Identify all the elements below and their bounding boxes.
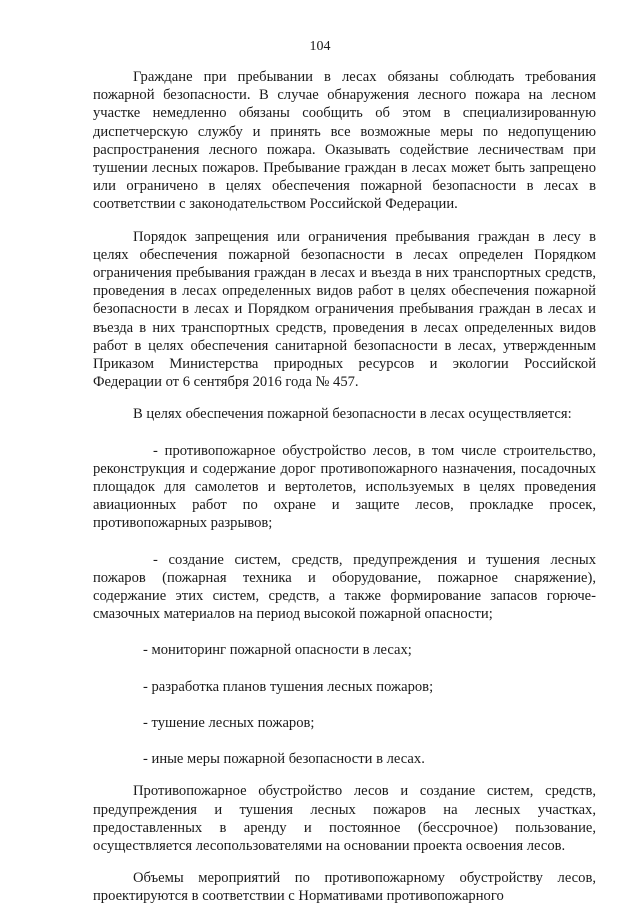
paragraph-measures-intro: В целях обеспечения пожарной безопасности в лесах осуществляется:	[133, 406, 572, 423]
paragraph-citizens-duties: Граждане при пребывании в лесах обязаны соблюдать требования пожарной безопасности. В случае обнаружения лесного пожара на лесном участке немедленно обязаны сообщить об этом в специализированную диспетчерскую службу и принять все возможные меры по недопущению распространения лесного пожара. Оказывать содействие лесничествам при тушении лесных пожаров. Пребывание граждан в лесах может быть запрещено или ограничено в целях обеспечения пожарной безопасности в лесах в соответствии с законодательством Российской Федерации.	[93, 69, 596, 213]
list-item-systems-creation: - создание систем, средств, предупреждения и тушения лесных пожаров (пожарная техника и оборудование, пожарное снаряжение), содержание этих систем, средств, а также формирование запасов горюче-смазочных материалов на период высокой пожарной опасности;	[93, 551, 596, 623]
list-item-monitoring: - мониторинг пожарной опасности в лесах;	[143, 642, 412, 659]
paragraph-lease-users: Противопожарное обустройство лесов и создание систем, средств, предупреждения и тушения лесных пожаров на лесных участках, предоставленных в аренду и постоянное (бессрочное) пользование, осуществляется лесопользователями на основании проекта освоения лесов.	[93, 783, 596, 854]
body-text	[93, 68, 596, 906]
paragraph-volumes: Объемы мероприятий по противопожарному обустройству лесов, проектируются в соответствии с Нормативами противопожарного	[93, 870, 596, 905]
paragraph-restriction-procedure: Порядок запрещения или ограничения пребывания граждан в лесу в целях обеспечения пожарной безопасности в лесах определен Порядком ограничения пребывания граждан в лесах и въезда в них транспортных средств, проведения в лесах определенных видов работ в целях обеспечения пожарной безопасности в лесах и Порядком ограничения пребывания граждан в лесах и въезда в них транспортных средств, проведения в лесах определенных видов работ в целях обеспечения санитарной безопасности в лесах, утвержденным Приказом Министерства природных ресурсов и экологии Российской Федерации от 6 сентября 2016 года № 457.	[93, 228, 596, 391]
list-item-fire-arrangement: - противопожарное обустройство лесов, в том числе строительство, реконструкция и содержание дорог противопожарного назначения, посадочных площадок для самолетов и вертолетов, используемых в целях проведения авиационных работ по охране и защите лесов, прокладке просек, противопожарных разрывов;	[93, 442, 596, 532]
list-item-plans: - разработка планов тушения лесных пожаров;	[143, 678, 434, 695]
page-number: 104	[309, 39, 331, 54]
list-item-other-measures: - иные меры пожарной безопасности в лесах.	[143, 751, 425, 768]
list-item-extinguishing: - тушение лесных пожаров;	[143, 714, 315, 731]
